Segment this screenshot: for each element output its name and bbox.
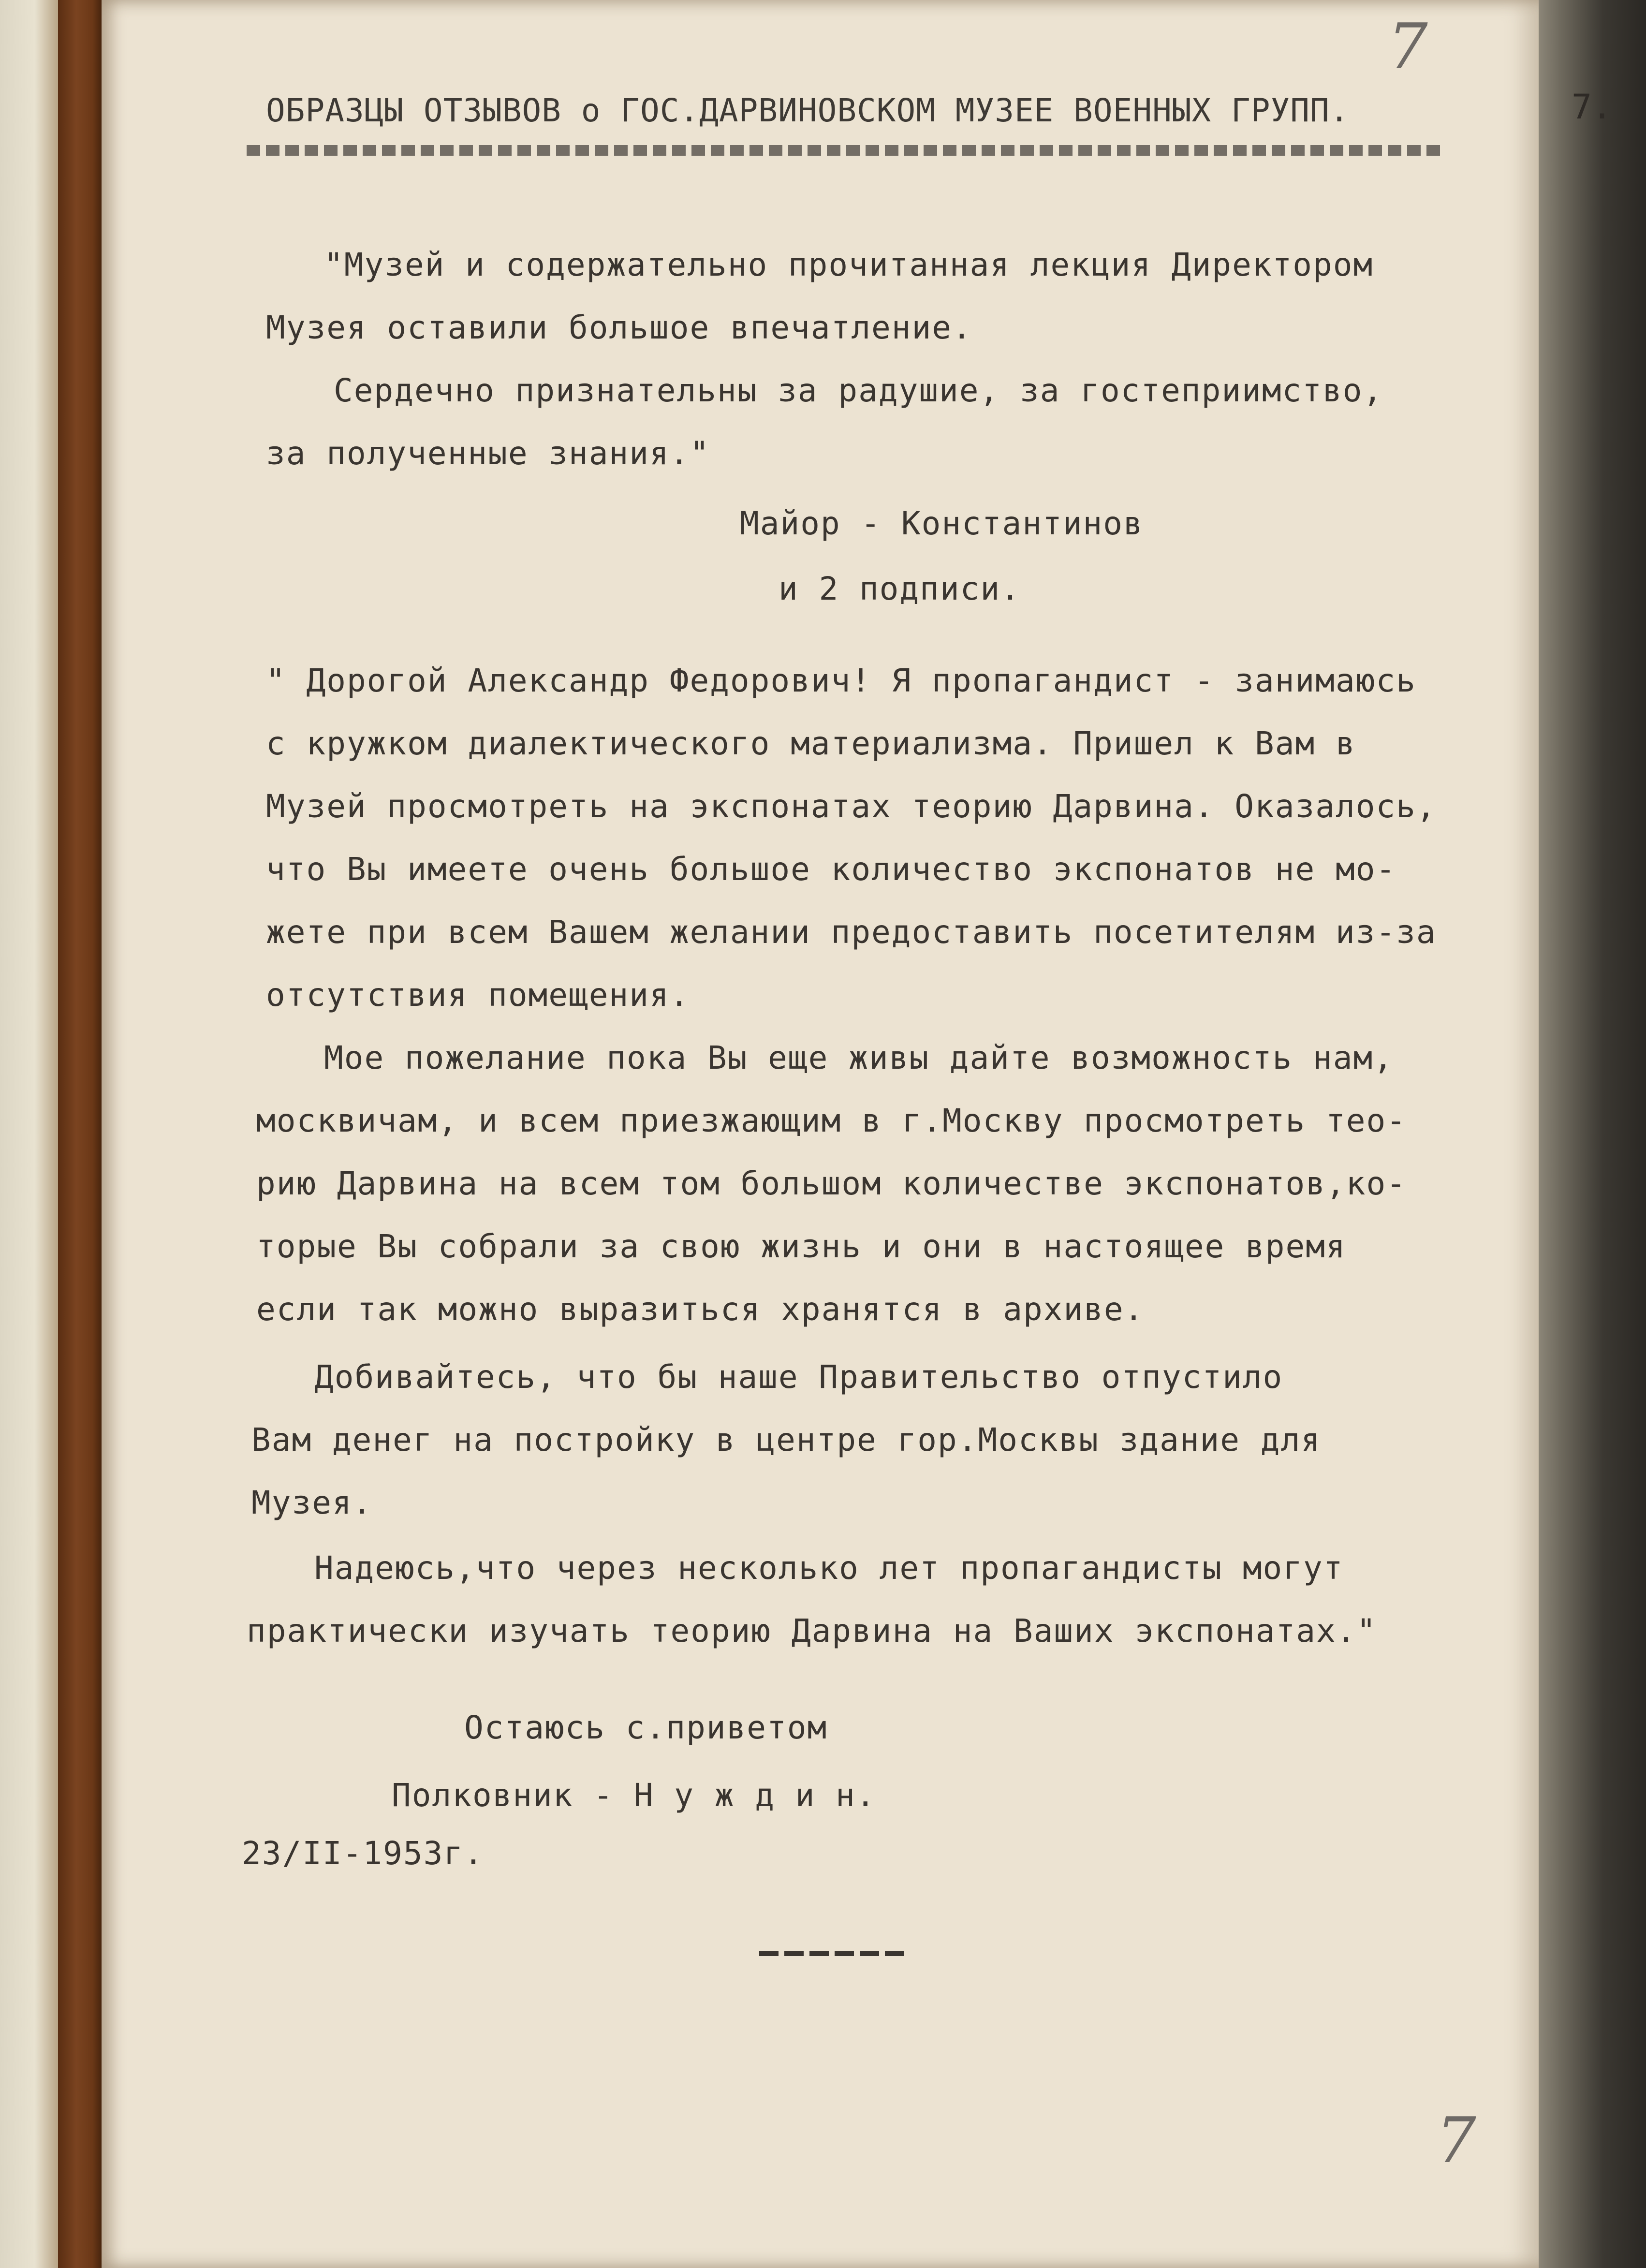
review1-signature-note: и 2 подписи.: [779, 570, 1021, 607]
review1-line-2: Музея оставили большое впечатление.: [266, 309, 972, 346]
typed-page-number: 7.: [1572, 87, 1613, 127]
review2-line-9: рию Дарвина на всем том большом количестве экспонатов,ко-: [256, 1165, 1407, 1202]
review1-line-1: "Музей и содержательно прочитанная лекция Директором: [324, 246, 1374, 283]
review2-line-3: Музей просмотреть на экспонатах теорию Дарвина. Оказалось,: [266, 788, 1437, 825]
review1-signature: Майор - Константинов: [740, 505, 1144, 542]
document-page: [102, 0, 1613, 2268]
review2-line-14: Музея.: [251, 1484, 373, 1521]
previous-page-edge: [0, 0, 58, 2268]
end-dash-line: [759, 1951, 904, 1956]
review2-line-4: что Вы имеете очень большое количество экспонатов не мо-: [266, 851, 1396, 888]
handwritten-page-number-top: 7: [1388, 10, 1428, 83]
review2-line-13: Вам денег на постройку в центре гор.Москвы здание для: [251, 1421, 1321, 1458]
review2-line-7: Мое пожелание пока Вы еще живы дайте возможность нам,: [324, 1039, 1394, 1076]
review1-line-4: за полученные знания.": [266, 435, 710, 472]
title-underline: [247, 145, 1441, 156]
folder-binding: [58, 0, 104, 2268]
document-date: 23/II-1953г.: [242, 1835, 484, 1872]
handwritten-page-number-bottom: 7: [1436, 2104, 1476, 2177]
closing-signature: Полковник - Н у ж д и н.: [392, 1777, 876, 1814]
review2-line-8: москвичам, и всем приезжающим в г.Москву просмотреть тео-: [256, 1102, 1407, 1139]
review2-line-10: торые Вы собрали за свою жизнь и они в настоящее время: [256, 1228, 1346, 1265]
review2-line-11: если так можно выразиться хранятся в архиве.: [256, 1291, 1145, 1328]
review2-line-12: Добивайтесь, что бы наше Правительство отпустило: [314, 1358, 1283, 1396]
review2-line-5: жете при всем Вашем желании предоставить посетителям из-за: [266, 913, 1437, 951]
review2-line-15: Надеюсь,что через несколько лет пропагандисты могут: [314, 1549, 1344, 1587]
review2-line-1: " Дорогой Александр Федорович! Я пропагандист - занимаюсь: [266, 662, 1416, 699]
review2-line-16: практически изучать теорию Дарвина на Ваших экспонатах.": [247, 1612, 1377, 1649]
review2-line-6: отсутствия помещения.: [266, 976, 690, 1014]
closing-greeting: Остаюсь с.приветом: [464, 1709, 828, 1746]
review2-line-2: с кружком диалектического материализма. Пришел к Вам в: [266, 725, 1356, 762]
review1-line-3: Сердечно признательны за радушие, за гостеприимство,: [334, 372, 1383, 409]
scan-background-right: [1539, 0, 1646, 2268]
document-title: ОБРАЗЦЫ ОТЗЫВОВ о ГОС.ДАРВИНОВСКОМ МУЗЕЕ ВОЕННЫХ ГРУПП.: [266, 92, 1350, 129]
